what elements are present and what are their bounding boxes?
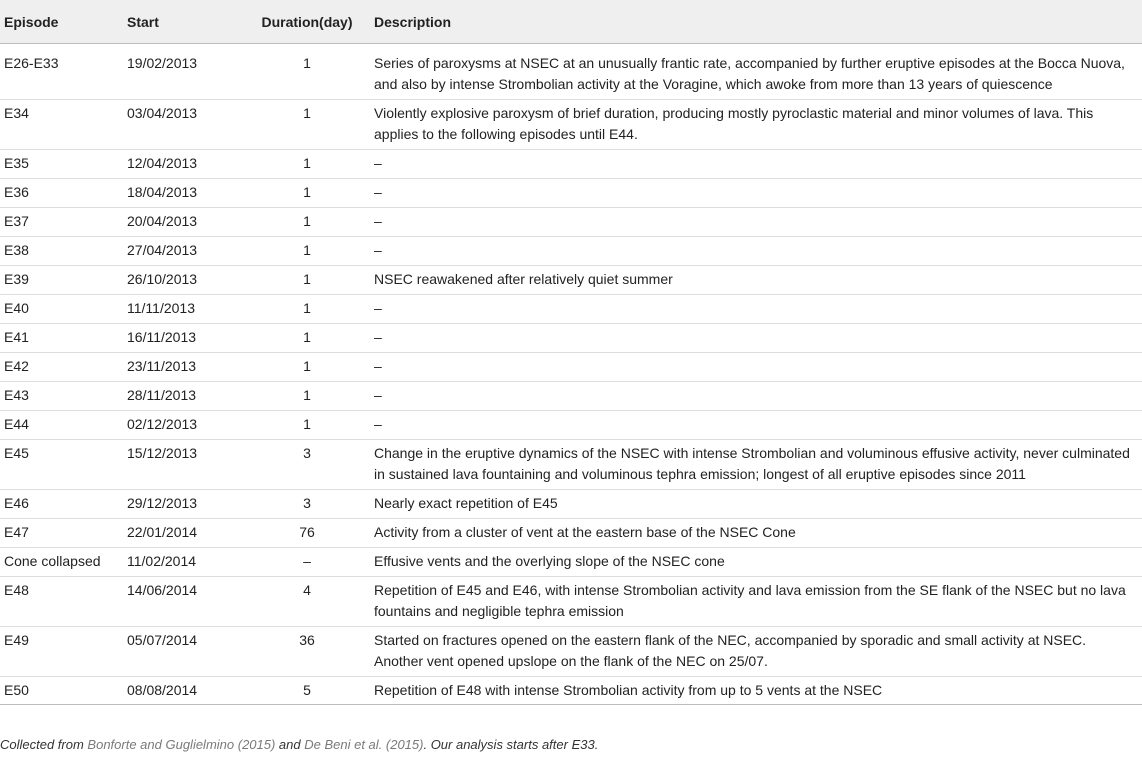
- cell-start: 18/04/2013: [123, 179, 246, 208]
- cell-duration: 76: [246, 519, 368, 548]
- header-duration: Duration(day): [246, 0, 368, 44]
- cell-start: 03/04/2013: [123, 100, 246, 150]
- cell-episode: E46: [0, 490, 123, 519]
- cell-start: 11/02/2014: [123, 548, 246, 577]
- table-row: [0, 324, 1142, 353]
- table-header: [0, 0, 1142, 44]
- table-row: [0, 411, 1142, 440]
- cell-duration: 1: [246, 44, 368, 100]
- table-row: [0, 627, 1142, 677]
- cell-duration: 1: [246, 100, 368, 150]
- cell-episode: E35: [0, 150, 123, 179]
- table-row: [0, 237, 1142, 266]
- cell-start: 22/01/2014: [123, 519, 246, 548]
- cell-start: 23/11/2013: [123, 353, 246, 382]
- cell-episode: E48: [0, 577, 123, 627]
- cell-episode: E43: [0, 382, 123, 411]
- cell-duration: 1: [246, 353, 368, 382]
- cell-episode: E49: [0, 627, 123, 677]
- caption-suffix: . Our analysis starts after E33.: [423, 737, 599, 752]
- cell-start: 26/10/2013: [123, 266, 246, 295]
- cell-start: 02/12/2013: [123, 411, 246, 440]
- cell-duration: 4: [246, 577, 368, 627]
- table-row: [0, 519, 1142, 548]
- caption-reference-1[interactable]: Bonforte and Guglielmino (2015): [87, 737, 276, 752]
- cell-description: –: [368, 179, 1142, 208]
- cell-start: 14/06/2014: [123, 577, 246, 627]
- header-start: Start: [123, 0, 246, 44]
- table-row: [0, 577, 1142, 627]
- cell-start: 27/04/2013: [123, 237, 246, 266]
- cell-start: 05/07/2014: [123, 627, 246, 677]
- cell-episode: E36: [0, 179, 123, 208]
- cell-description: –: [368, 324, 1142, 353]
- cell-description: –: [368, 208, 1142, 237]
- cell-duration: 1: [246, 266, 368, 295]
- cell-description: –: [368, 353, 1142, 382]
- cell-duration: 1: [246, 150, 368, 179]
- cell-episode: E26-E33: [0, 44, 123, 100]
- cell-start: 08/08/2014: [123, 677, 246, 705]
- cell-start: 20/04/2013: [123, 208, 246, 237]
- cell-episode: E39: [0, 266, 123, 295]
- cell-description: Change in the eruptive dynamics of the NSEC with intense Strombolian and voluminous effusive activity, never culminated in sustained lava fountaining and voluminous tephra emission; longest of all eruptive episodes since 2011: [368, 440, 1142, 490]
- cell-duration: 1: [246, 324, 368, 353]
- table-row: [0, 440, 1142, 490]
- caption-reference-2[interactable]: De Beni et al. (2015): [304, 737, 424, 752]
- cell-duration: 36: [246, 627, 368, 677]
- cell-episode: Cone collapsed: [0, 548, 123, 577]
- cell-duration: 1: [246, 179, 368, 208]
- cell-episode: E44: [0, 411, 123, 440]
- cell-episode: E47: [0, 519, 123, 548]
- cell-description: Violently explosive paroxysm of brief duration, producing mostly pyroclastic material and minor volumes of lava. This applies to the following episodes until E44.: [368, 100, 1142, 150]
- table-row: [0, 44, 1142, 100]
- caption-middle: and: [275, 737, 305, 752]
- cell-description: Nearly exact repetition of E45: [368, 490, 1142, 519]
- table-row: [0, 353, 1142, 382]
- cell-duration: –: [246, 548, 368, 577]
- cell-description: –: [368, 411, 1142, 440]
- table-row: [0, 208, 1142, 237]
- cell-start: 28/11/2013: [123, 382, 246, 411]
- cell-description: –: [368, 382, 1142, 411]
- table-row: [0, 295, 1142, 324]
- table-row: [0, 179, 1142, 208]
- cell-start: 19/02/2013: [123, 44, 246, 100]
- header-description: Description: [368, 0, 1142, 44]
- table-row: [0, 266, 1142, 295]
- cell-description: Series of paroxysms at NSEC at an unusually frantic rate, accompanied by further eruptive episodes at the Bocca Nuova, and also by intense Strombolian activity at the Voragine, which awoke from more than 13 years of quiescence: [368, 44, 1142, 100]
- cell-duration: 5: [246, 677, 368, 705]
- cell-episode: E42: [0, 353, 123, 382]
- cell-duration: 1: [246, 208, 368, 237]
- cell-start: 16/11/2013: [123, 324, 246, 353]
- cell-duration: 1: [246, 411, 368, 440]
- cell-episode: E40: [0, 295, 123, 324]
- table-row: [0, 677, 1142, 705]
- table-row: [0, 490, 1142, 519]
- cell-duration: 1: [246, 295, 368, 324]
- cell-episode: E50: [0, 677, 123, 705]
- cell-start: 11/11/2013: [123, 295, 246, 324]
- cell-start: 12/04/2013: [123, 150, 246, 179]
- cell-description: –: [368, 237, 1142, 266]
- header-episode: Episode: [0, 0, 123, 44]
- table-row: [0, 100, 1142, 150]
- cell-description: Effusive vents and the overlying slope of the NSEC cone: [368, 548, 1142, 577]
- cell-description: Repetition of E48 with intense Strombolian activity from up to 5 vents at the NSEC: [368, 677, 1142, 705]
- caption-prefix: Collected from: [0, 737, 88, 752]
- cell-episode: E45: [0, 440, 123, 490]
- cell-duration: 1: [246, 237, 368, 266]
- cell-start: 15/12/2013: [123, 440, 246, 490]
- table-row: [0, 150, 1142, 179]
- cell-description: Started on fractures opened on the eastern flank of the NEC, accompanied by sporadic and small activity at NSEC. Another vent opened upslope on the flank of the NEC on 25/07.: [368, 627, 1142, 677]
- cell-episode: E37: [0, 208, 123, 237]
- cell-description: –: [368, 150, 1142, 179]
- cell-description: Repetition of E45 and E46, with intense Strombolian activity and lava emission from the SE flank of the NSEC but no lava fountains and negligible tephra emission: [368, 577, 1142, 627]
- cell-description: –: [368, 295, 1142, 324]
- cell-episode: E41: [0, 324, 123, 353]
- table-row: [0, 548, 1142, 577]
- table-row: [0, 382, 1142, 411]
- table-caption: [0, 737, 598, 752]
- header-row: [0, 0, 1142, 44]
- cell-description: Activity from a cluster of vent at the eastern base of the NSEC Cone: [368, 519, 1142, 548]
- cell-duration: 3: [246, 490, 368, 519]
- cell-description: NSEC reawakened after relatively quiet summer: [368, 266, 1142, 295]
- cell-duration: 1: [246, 382, 368, 411]
- cell-duration: 3: [246, 440, 368, 490]
- cell-episode: E38: [0, 237, 123, 266]
- table-body: [0, 44, 1142, 705]
- cell-start: 29/12/2013: [123, 490, 246, 519]
- cell-episode: E34: [0, 100, 123, 150]
